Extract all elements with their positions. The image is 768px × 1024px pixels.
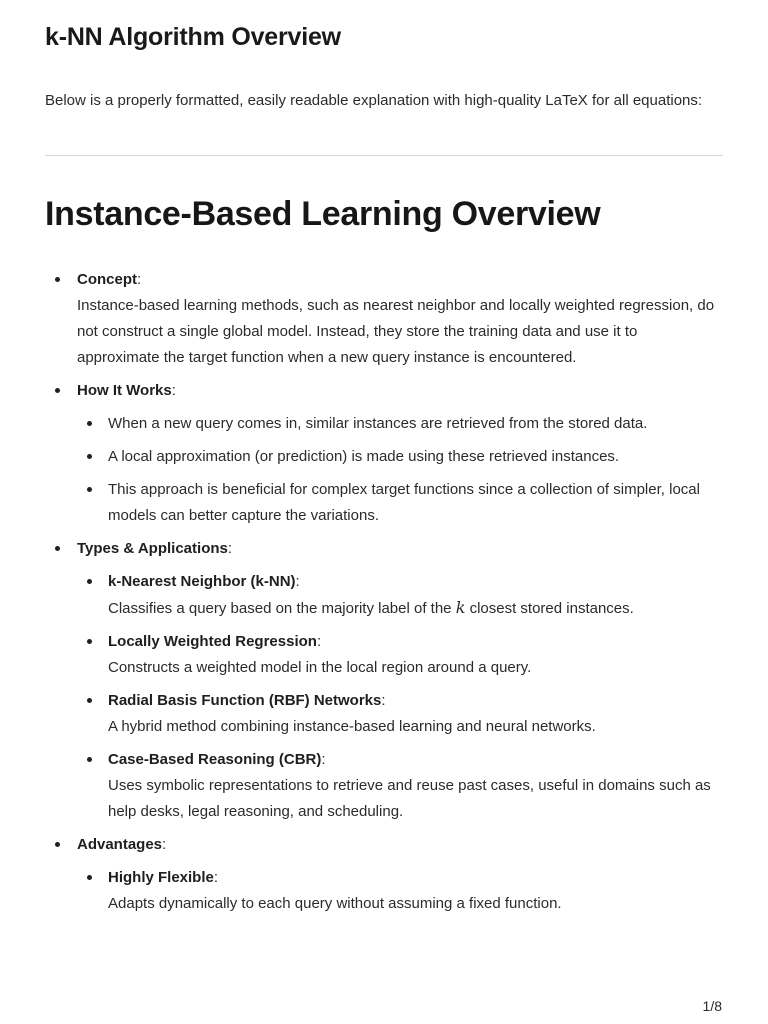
item-label: Concept [77,271,137,288]
bullet-icon [55,546,60,551]
bullet-icon [87,757,92,762]
item-label-line [77,536,723,562]
sub-item-label: Locally Weighted Regression [108,633,317,650]
label-colon: : [162,836,167,853]
bullet-icon [55,842,60,847]
bullet-icon [55,277,60,282]
sub-item-highly-flexible [77,865,723,917]
sub-item-label-line [108,569,723,595]
sub-item-knn [77,569,723,622]
sub-item-label: Highly Flexible [108,869,214,886]
sub-item-text: This approach is beneficial for complex target functions since a collection of simpler, local models can better capture the variations. [108,481,700,524]
overview-list [45,267,723,917]
section-heading: Instance-Based Learning Overview [45,195,601,233]
sub-item-lwr [77,629,723,681]
label-colon: : [295,573,300,590]
item-label-line [77,267,723,293]
bullet-icon [87,454,92,459]
bullet-icon [87,875,92,880]
sub-item-text: When a new query comes in, similar instances are retrieved from the stored data. [108,415,648,432]
text-after-math: closest stored instances. [465,600,634,617]
list-item-how-it-works [45,378,723,529]
sub-item-text: A hybrid method combining instance-based learning and neural networks. [108,718,596,735]
intro-paragraph: Below is a properly formatted, easily readable explanation with high-quality LaTeX for all equations: [45,92,703,109]
list-item-types-applications [45,536,723,825]
math-k-variable: k [455,598,466,617]
sub-item-label-line [108,688,723,714]
label-colon: : [227,540,233,557]
page-indicator: 1/8 [702,998,722,1014]
item-label: Types & Applications [77,540,228,557]
item-text: Instance-based learning methods, such as nearest neighbor and locally weighted regression, do not construct a single global model. Instead, they store the training data and use it to approximate the target function when a new query instance is encountered. [77,297,715,366]
bullet-icon [87,698,92,703]
label-colon: : [321,751,326,768]
sub-item-label: Case-Based Reasoning (CBR) [108,751,322,768]
bullet-icon [87,421,92,426]
label-colon: : [213,869,219,886]
list-item-concept [45,267,723,371]
text-before-math: Classifies a query based on the majority label of the [108,600,456,617]
item-label: How It Works [77,382,172,399]
item-label-line [77,378,723,404]
sub-item-text: A local approximation (or prediction) is made using these retrieved instances. [108,448,620,465]
how-it-works-sublist [77,411,723,529]
label-colon: : [381,692,386,709]
section-divider [45,155,723,156]
sub-item-label-line [108,747,723,773]
label-colon: : [137,271,142,288]
bullet-icon [87,639,92,644]
label-colon: : [316,633,322,650]
sub-item-label: Radial Basis Function (RBF) Networks [108,692,382,709]
sub-item-label-line [108,865,723,891]
item-label: Advantages [77,836,163,853]
label-colon: : [171,382,176,399]
advantages-sublist [77,865,723,917]
document-title: k-NN Algorithm Overview [45,23,341,51]
sub-item-rbf [77,688,723,740]
sub-item-text: Adapts dynamically to each query without assuming a fixed function. [108,895,562,912]
bullet-icon [55,388,60,393]
sub-item-query-retrieval [77,411,723,437]
bullet-icon [87,487,92,492]
list-item-advantages [45,832,723,917]
sub-item-text: Uses symbolic representations to retrieve and reuse past cases, useful in domains such as help desks, legal reasoning, and scheduling. [108,777,711,820]
sub-item-text: Constructs a weighted model in the local region around a query. [108,659,532,676]
types-sublist [77,569,723,825]
sub-item-text [108,595,723,622]
sub-item-local-approximation [77,444,723,470]
sub-item-cbr [77,747,723,825]
sub-item-label-line [108,629,723,655]
sub-item-label: k-Nearest Neighbor (k-NN) [108,573,296,590]
item-label-line [77,832,723,858]
bullet-icon [87,579,92,584]
sub-item-complex-targets [77,477,723,529]
